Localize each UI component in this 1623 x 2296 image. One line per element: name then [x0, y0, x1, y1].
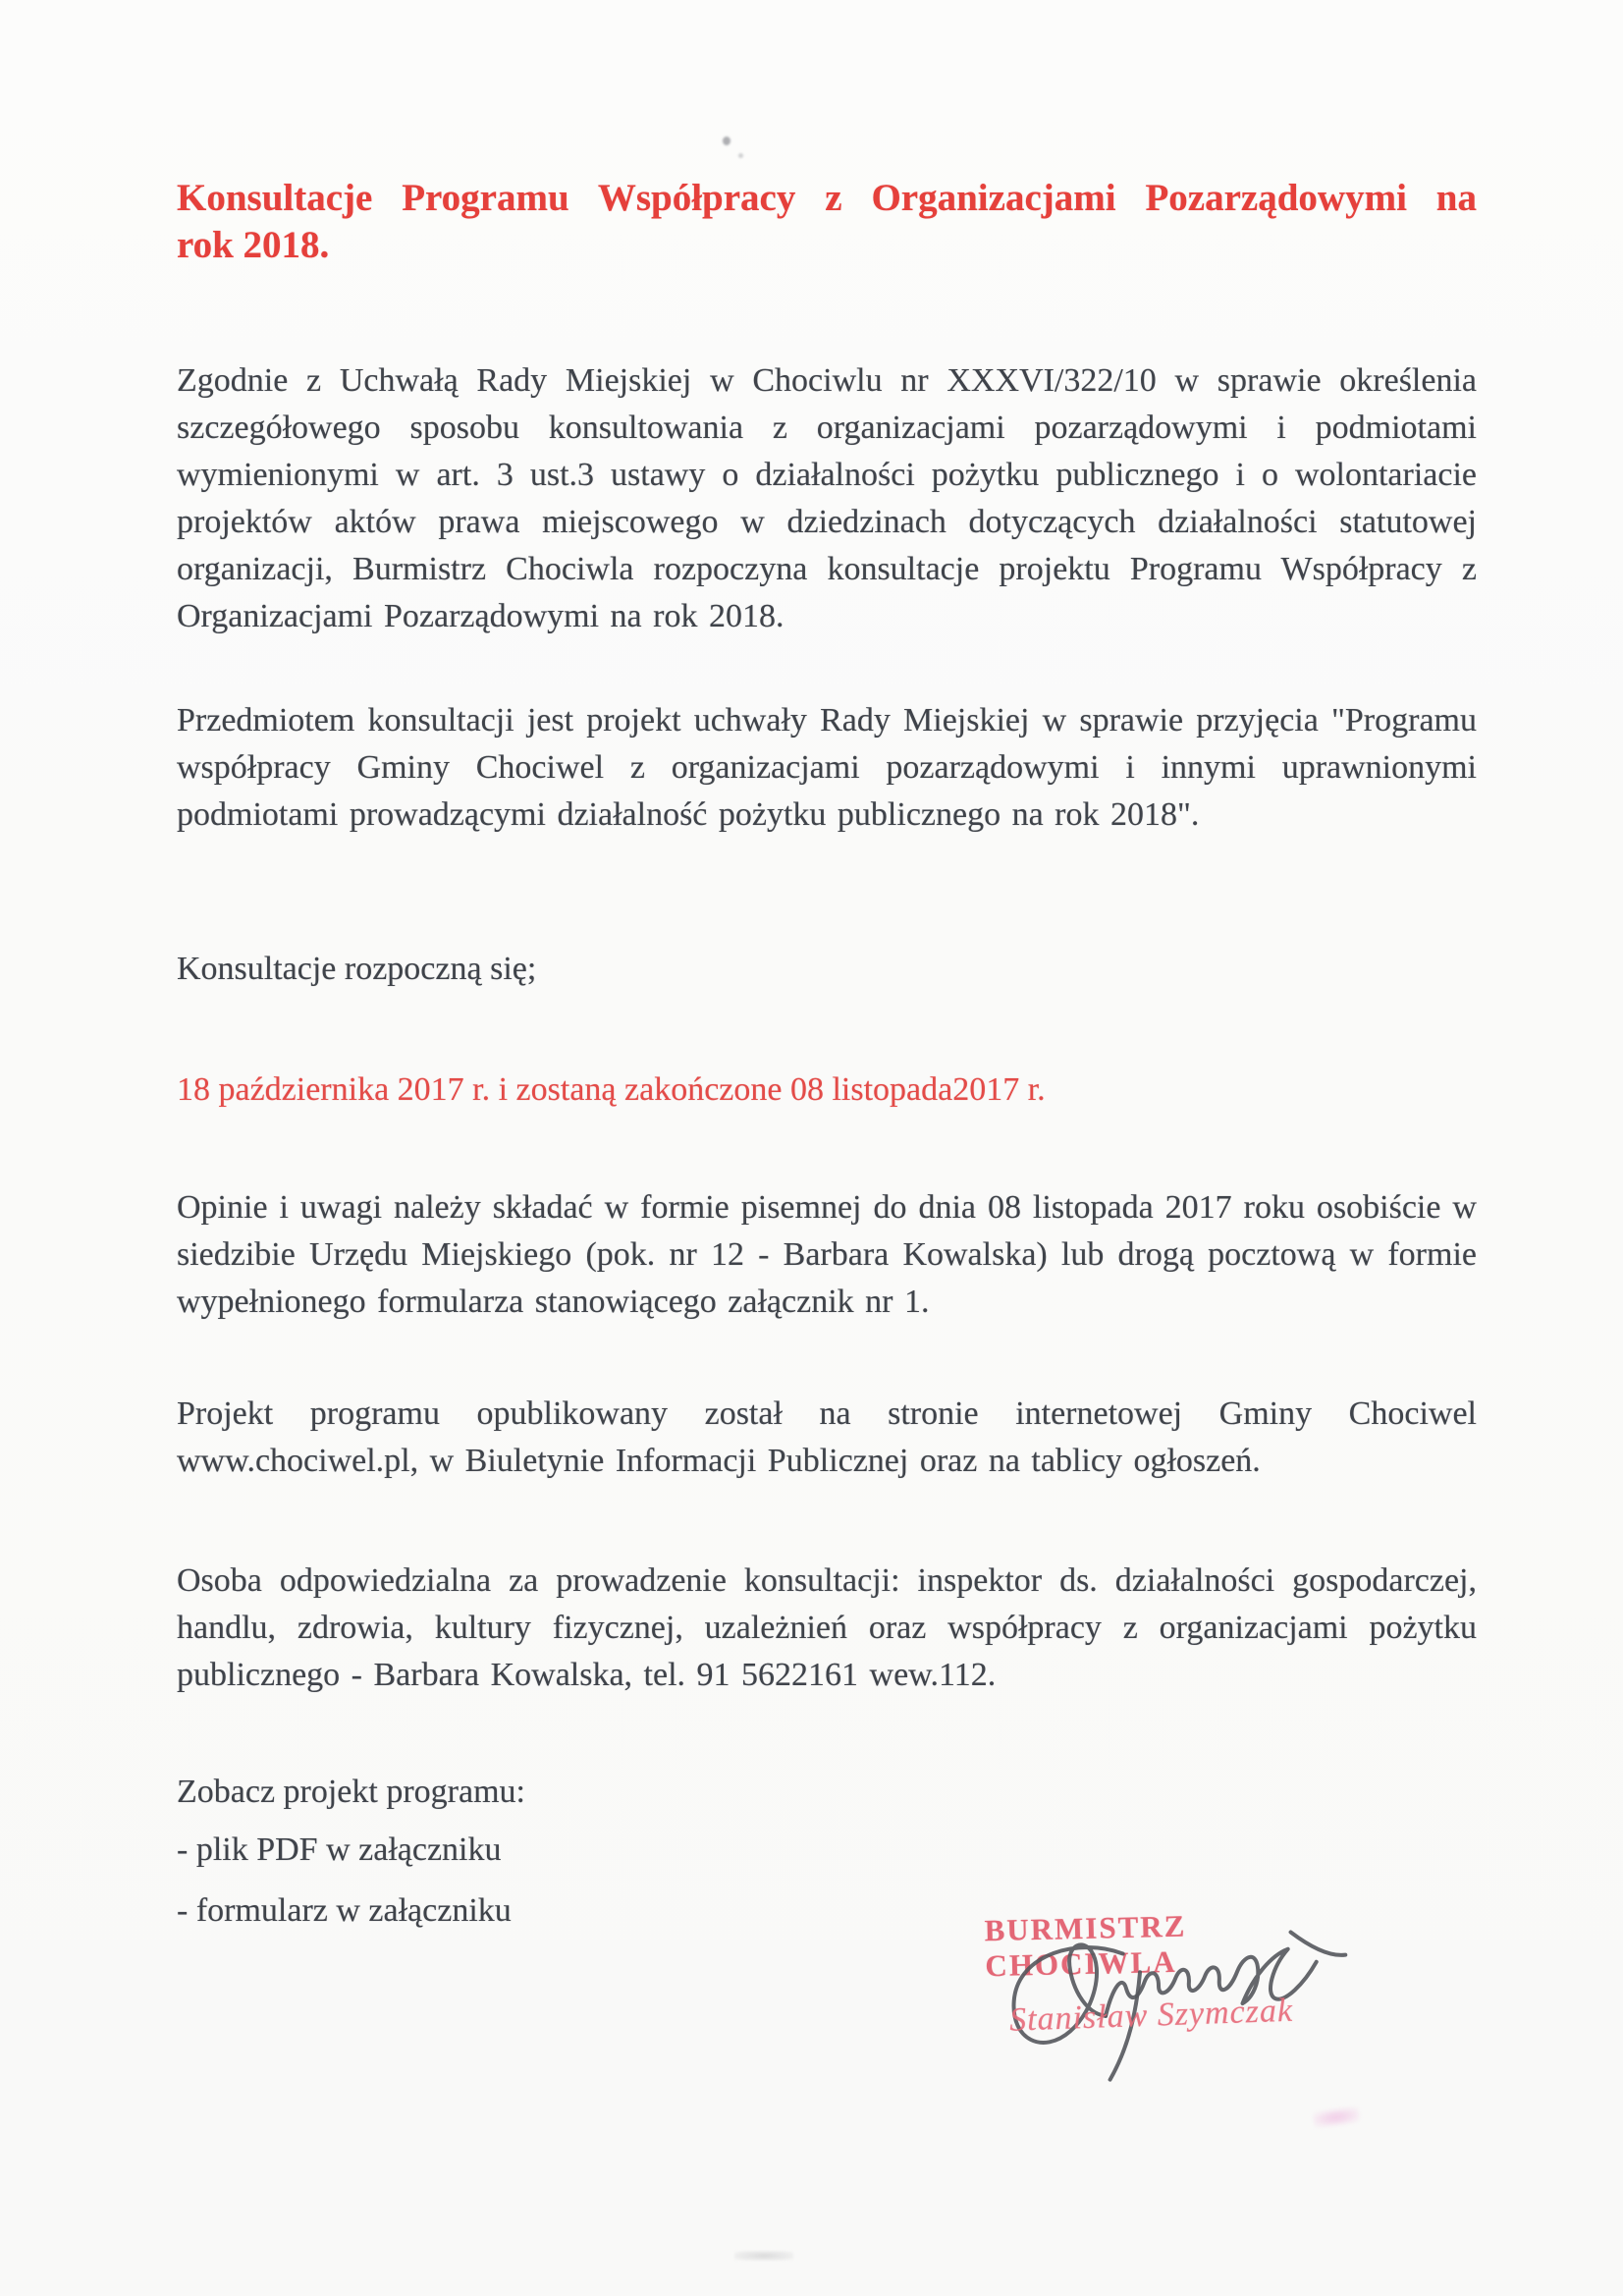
consultation-start-label: Konsultacje rozpoczną się;	[177, 951, 537, 987]
consultation-dates: 18 października 2017 r. i zostaną zakończone 08 listopada2017 r.	[177, 1071, 1046, 1108]
paragraph-legal-basis: Zgodnie z Uchwałą Rady Miejskiej w Chociwlu nr XXXVI/322/10 w sprawie określenia szczegółowego sposobu konsultowania z organizacjami pozarządowymi i podmiotami wymienionymi w art. 3 ust.3 ustawy o działalności pożytku publicznego i o wolontariacie projektów aktów prawa miejscowego w dziedzinach dotyczących działalności statutowej organizacji, Burmistrz Chociwla rozpoczyna konsultacje projektu Programu Współpracy z Organizacjami Pozarządowymi na rok 2018.	[177, 362, 1477, 634]
scan-speck	[738, 153, 743, 158]
paragraph-responsible-person: Osoba odpowiedzialna za prowadzenie konsultacji: inspektor ds. działalności gospodarczej, handlu, zdrowia, kultury fizycznej, uzależnień oraz współpracy z organizacjami pożytku publicznego - Barbara Kowalska, tel. 91 5622161 wew.112.	[177, 1562, 1477, 1693]
mayor-stamp-name: Stanisław Szymczak	[1008, 1992, 1294, 2039]
attachment-pdf-item: - plik PDF w załączniku	[177, 1831, 502, 1868]
attachment-form-item: - formularz w załączniku	[177, 1892, 512, 1929]
document-title-line1: Konsultacje Programu Współpracy z Organizacjami Pozarządowymi na	[177, 177, 1477, 219]
mayor-stamp-title: BURMISTRZ CHOCIWLA	[984, 1908, 1187, 1984]
scan-smudge	[1313, 2106, 1360, 2128]
see-project-label: Zobacz projekt programu:	[177, 1774, 525, 1810]
document-title-line2: rok 2018.	[177, 224, 330, 266]
paragraph-publication-info: Projekt programu opublikowany został na stronie internetowej Gminy Chociwel www.chociwel.pl, w Biuletynie Informacji Publicznej oraz na tablicy ogłoszeń.	[177, 1395, 1477, 1479]
scan-smudge	[734, 2251, 793, 2261]
document-title	[177, 175, 1477, 269]
paragraph-consultation-subject: Przedmiotem konsultacji jest projekt uchwały Rady Miejskiej w sprawie przyjęcia "Programu współpracy Gminy Chociwel z organizacjami pozarządowymi i innymi uprawnionymi podmiotami prowadzącymi działalność pożytku publicznego na rok 2018".	[177, 702, 1477, 833]
paragraph-opinions-submission: Opinie i uwagi należy składać w formie pisemnej do dnia 08 listopada 2017 roku osobiście w siedzibie Urzędu Miejskiego (pok. nr 12 - Barbara Kowalska) lub drogą pocztową w formie wypełnionego formularza stanowiącego załącznik nr 1.	[177, 1189, 1477, 1320]
scan-speck	[723, 137, 730, 145]
